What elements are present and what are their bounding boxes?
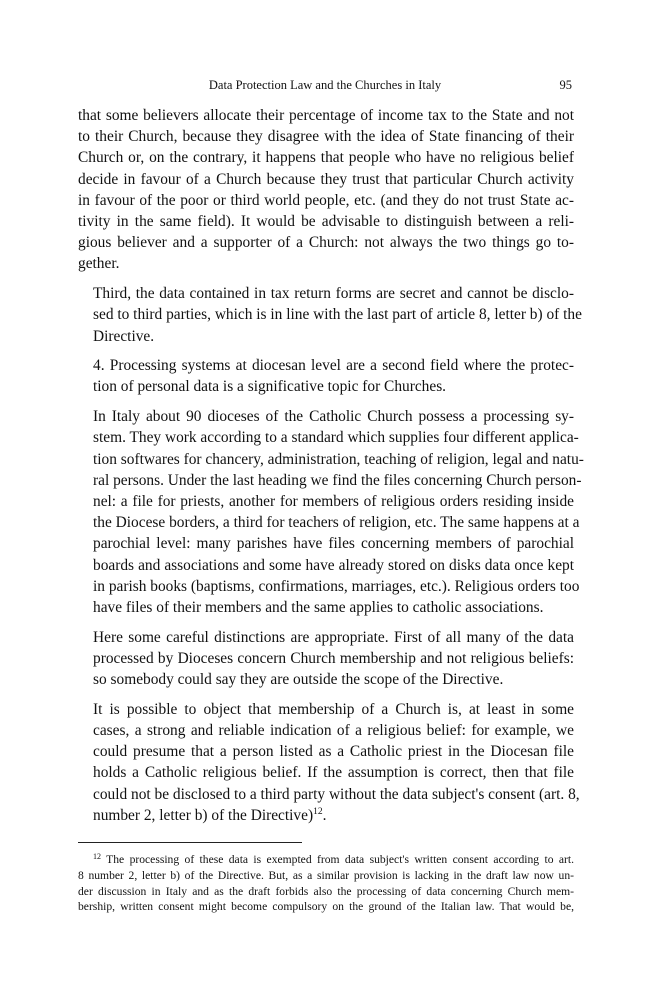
text-line: have files of their members and the same applies to catholic associations. bbox=[93, 598, 544, 616]
text-line: ral persons. Under the last heading we find the files concerning Church person- bbox=[93, 471, 582, 489]
text-line: sed to third parties, which is in line with the last part of article 8, letter b) of the bbox=[93, 306, 582, 324]
text-line: tion of personal data is a significative topic for Churches. bbox=[93, 378, 447, 396]
text-line: gious believer and a supporter of a Church: not always the two things go to- bbox=[78, 234, 574, 252]
paragraph-tax-forms bbox=[78, 283, 582, 347]
text-line: Third, the data contained in tax return forms are secret and cannot be disclo- bbox=[93, 285, 574, 303]
footnote-line-text: The processing of these data is exempted from data subject's written consent according to art. bbox=[106, 853, 574, 866]
text-line: the Diocese borders, a third for teachers of religion, etc. The same happens at a bbox=[93, 514, 580, 532]
running-title: Data Protection Law and the Churches in Italy bbox=[208, 78, 442, 92]
text-line: parochial level: many parishes have files concerning members of parochial bbox=[93, 535, 574, 553]
text-line-body: number 2, letter b) of the Directive) bbox=[93, 806, 314, 824]
text-line: processed by Dioceses concern Church membership and not religious beliefs: bbox=[93, 649, 574, 667]
text-line: nel: a file for priests, another for members of religious orders residing inside bbox=[93, 492, 574, 510]
text-line: could not be disclosed to a third party without the data subject's consent (art. 8, bbox=[93, 785, 580, 803]
footnote-marker: 12 bbox=[93, 852, 101, 861]
text-line: decide in favour of a Church because they trust that particular Church activity bbox=[78, 170, 574, 188]
text-line: to their Church, because they disagree with the idea of State financing of their bbox=[78, 128, 574, 146]
text-line: so somebody could say they are outside the scope of the Directive. bbox=[93, 671, 504, 689]
text-line: holds a Catholic religious belief. If the assumption is correct, then that file bbox=[93, 764, 574, 782]
text-line: Directive. bbox=[93, 327, 155, 345]
text-line: could presume that a person listed as a Catholic priest in the Diocesan file bbox=[93, 743, 574, 761]
text-line: Here some careful distinctions are appropriate. First of all many of the data bbox=[93, 628, 574, 646]
text-line-tail: . bbox=[322, 806, 327, 824]
text-line: Church or, on the contrary, it happens that people who have no religious belief bbox=[78, 149, 574, 167]
footnote bbox=[78, 852, 574, 915]
text-line: In Italy about 90 dioceses of the Catholic Church possess a processing sy- bbox=[93, 408, 574, 426]
text-line: It is possible to object that membership of a Church is, at least in some bbox=[93, 700, 574, 718]
text-line: gether. bbox=[78, 255, 120, 273]
footnote-line: 8 number 2, letter b) of the Directive. But, as a similar provision is lacking in the draft law now un- bbox=[78, 868, 574, 882]
text-line: in favour of the poor or third world people, etc. (and they do not trust State ac- bbox=[78, 191, 574, 209]
footnote-line: der discussion in Italy and as the draft forbids also the processing of data concerning Church mem- bbox=[78, 884, 574, 898]
text-line bbox=[78, 805, 574, 826]
footnote-reference: 12 bbox=[313, 806, 323, 817]
text-line: tivity in the same field). It would be advisable to distinguish between a reli- bbox=[78, 213, 574, 231]
page-number: 95 bbox=[559, 78, 572, 92]
text-line: tion softwares for chancery, administration, teaching of religion, legal and natu- bbox=[93, 450, 584, 468]
body-text bbox=[78, 105, 584, 835]
footnote-line bbox=[78, 852, 574, 868]
running-head bbox=[78, 76, 572, 94]
text-line: boards and associations and some have already stored on disks data once kept bbox=[93, 556, 574, 574]
text-line: in parish books (baptisms, confirmations, marriages, etc.). Religious orders too bbox=[93, 577, 580, 595]
footnote-divider bbox=[78, 842, 302, 843]
text-line: 4. Processing systems at diocesan level are a second field where the protec- bbox=[93, 357, 574, 375]
text-line: that some believers allocate their percentage of income tax to the State and not bbox=[78, 107, 574, 124]
paragraph-distinctions bbox=[78, 627, 574, 691]
paragraph-diocesan-systems bbox=[78, 355, 574, 397]
text-line: stem. They work according to a standard which supplies four different applica- bbox=[93, 429, 579, 447]
paragraph-membership bbox=[78, 699, 580, 826]
text-line: cases, a strong and reliable indication of a religious belief: for example, we bbox=[93, 721, 574, 739]
paragraph-continued bbox=[78, 105, 574, 275]
paragraph-dioceses-italy bbox=[78, 406, 584, 618]
footnote-line: bership, written consent might become compulsory on the ground of the Italian law. That would be, bbox=[78, 900, 574, 914]
